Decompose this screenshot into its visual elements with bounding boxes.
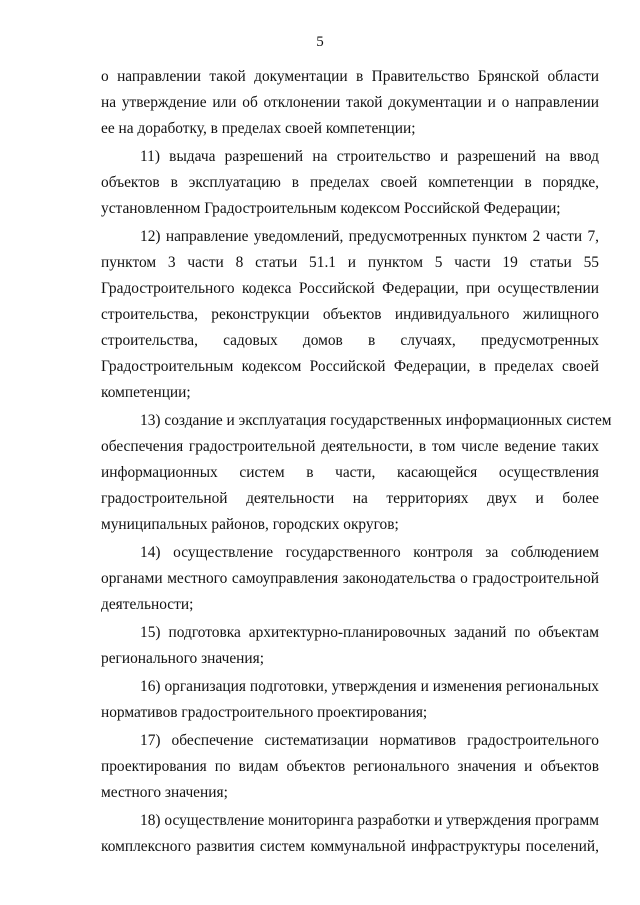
text-line: комплексного развития систем коммунальной инфраструктуры поселений, [101, 838, 599, 855]
text-line: строительства, садовых домов в случаях, предусмотренных [101, 332, 599, 349]
text-line: проектирования по видам объектов регионального значения и объектов [101, 758, 599, 775]
text-line: градостроительной деятельности на территориях двух и более [101, 490, 599, 507]
text-line: муниципальных районов, городских округов; [101, 516, 399, 533]
text-line: деятельности; [101, 596, 194, 613]
text-line: обеспечения градостроительной деятельности, в том числе ведение таких [101, 438, 599, 455]
text-line: нормативов градостроительного проектирования; [101, 704, 428, 721]
page-number: 5 [316, 34, 324, 50]
text-line: на утверждение или об отклонении такой документации и о направлении [101, 94, 599, 111]
text-line: регионального значения; [101, 650, 265, 667]
paragraph-start-line: 13) создание и эксплуатация государственных информационных систем [140, 412, 612, 429]
text-line: строительства, реконструкции объектов индивидуального жилищного [101, 306, 599, 323]
text-line: о направлении такой документации в Правительство Брянской области [101, 68, 599, 85]
paragraph-start-line: 16) организация подготовки, утверждения и изменения региональных [140, 678, 599, 695]
text-line: ее на доработку, в пределах своей компетенции; [101, 120, 416, 137]
paragraph-start-line: 15) подготовка архитектурно-планировочных заданий по объектам [140, 624, 599, 641]
text-line: Градостроительным кодексом Российской Федерации, в пределах своей [101, 358, 599, 375]
paragraph-start-line: 14) осуществление государственного контроля за соблюдением [140, 544, 599, 561]
text-line: объектов в эксплуатацию в пределах своей компетенции в порядке, [101, 174, 599, 191]
paragraph-start-line: 18) осуществление мониторинга разработки и утверждения программ [140, 812, 599, 829]
text-line: компетенции; [101, 384, 191, 401]
text-line: информационных систем в части, касающейся осуществления [101, 464, 599, 481]
text-line: установленном Градостроительным кодексом Российской Федерации; [101, 200, 561, 217]
paragraph-start-line: 12) направление уведомлений, предусмотренных пунктом 2 части 7, [140, 228, 599, 245]
text-line: местного значения; [101, 784, 228, 801]
text-line: Градостроительного кодекса Российской Федерации, при осуществлении [101, 280, 599, 297]
paragraph-start-line: 17) обеспечение систематизации нормативов градостроительного [140, 732, 599, 749]
paragraph-start-line: 11) выдача разрешений на строительство и разрешений на ввод [140, 148, 599, 165]
text-line: пунктом 3 части 8 статьи 51.1 и пунктом 5 части 19 статьи 55 [101, 254, 599, 271]
text-line: органами местного самоуправления законодательства о градостроительной [101, 570, 599, 587]
